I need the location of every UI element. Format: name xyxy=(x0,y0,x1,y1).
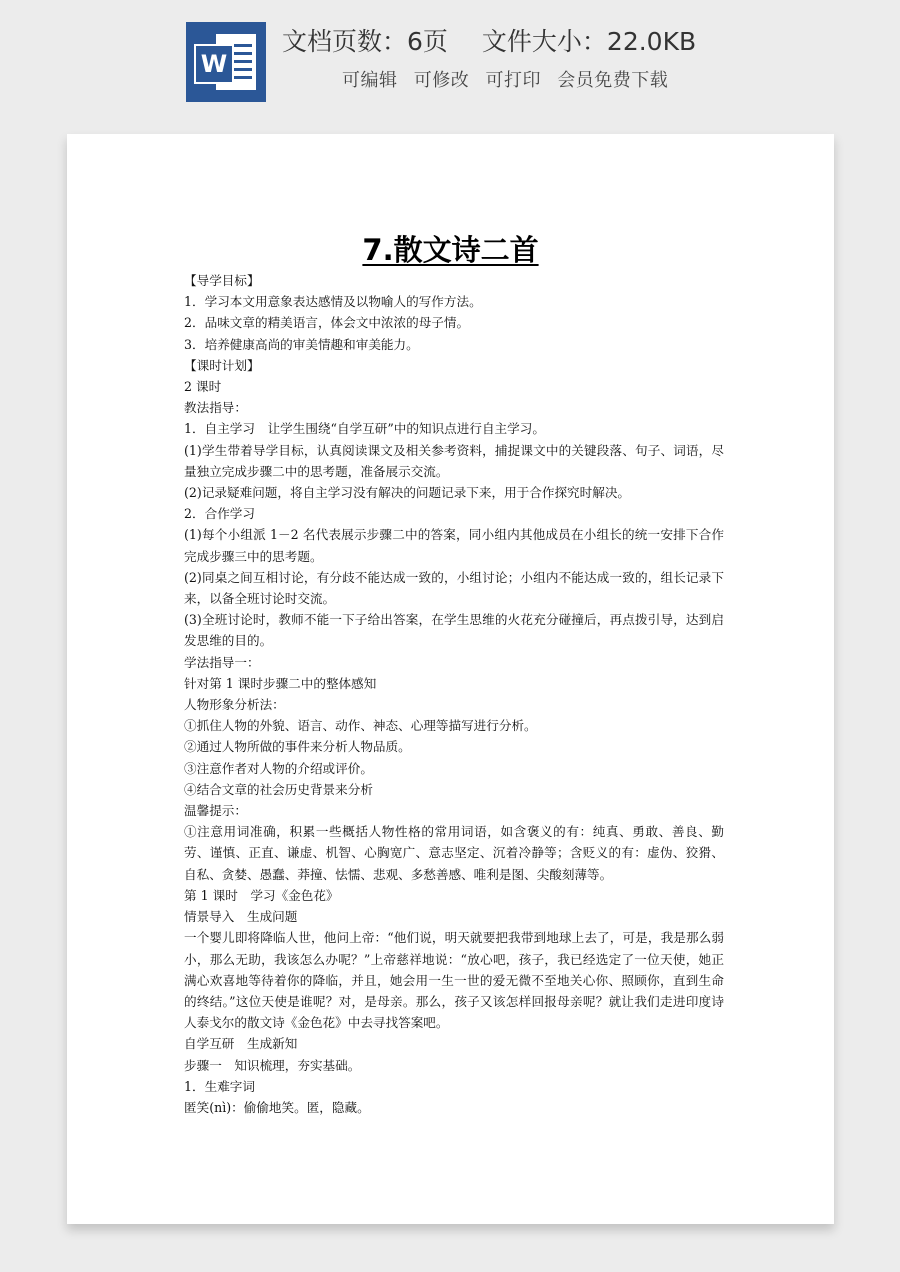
body-paragraph: 学法指导一： xyxy=(184,654,260,670)
body-paragraph: 温馨提示： xyxy=(184,803,247,819)
word-document-icon xyxy=(186,22,266,102)
body-paragraph: 自学互研 生成新知 xyxy=(184,1036,298,1052)
document-body xyxy=(184,270,724,1118)
body-paragraph: (3)全班讨论时，教师不能一下子给出答案，在学生思维的火花充分碰撞后，再点拨引导，达到启发思维的目的。 xyxy=(184,612,724,649)
body-paragraph: 1．学习本文用意象表达感情及以物喻人的写作方法。 xyxy=(184,294,482,310)
file-info xyxy=(282,22,696,58)
body-paragraph: 2．品味文章的精美语言，体会文中浓浓的母子情。 xyxy=(184,315,470,331)
feature-printable: 可打印 xyxy=(485,70,541,91)
body-paragraph: (1)学生带着导学目标，认真阅读课文及相关参考资料，捕捉课文中的关键段落、句子、词语，尽量独立完成步骤二中的思考题，准备展示交流。 xyxy=(184,442,724,479)
download-banner xyxy=(0,0,900,118)
body-paragraph: 3．培养健康高尚的审美情趣和审美能力。 xyxy=(184,336,419,352)
file-size: 文件大小：22.0KB xyxy=(481,27,697,56)
body-paragraph: 1．生难字词 xyxy=(184,1078,255,1094)
word-icon-letter: W xyxy=(194,44,234,84)
body-paragraph: (1)每个小组派 1－2 名代表展示步骤二中的答案，同小组内其他成员在小组长的统一安排下合作完成步骤三中的思考题。 xyxy=(184,527,724,564)
document-page xyxy=(67,134,834,1224)
body-paragraph: 2．合作学习 xyxy=(184,506,255,522)
feature-modifiable: 可修改 xyxy=(413,70,470,91)
body-paragraph: 【导学目标】 xyxy=(184,273,260,288)
body-paragraph: 针对第 1 课时步骤二中的整体感知 xyxy=(184,675,377,691)
body-paragraph: 2 课时 xyxy=(184,379,222,395)
body-paragraph: ①抓住人物的外貌、语言、动作、神态、心理等描写进行分析。 xyxy=(184,718,537,734)
body-paragraph: 【课时计划】 xyxy=(184,357,260,373)
body-paragraph: 匿笑(nì)：偷偷地笑。匿，隐藏。 xyxy=(184,1099,370,1115)
body-paragraph: ③注意作者对人物的介绍或评价。 xyxy=(184,760,373,776)
body-paragraph: 人物形象分析法： xyxy=(184,697,285,713)
body-paragraph: (2)同桌之间互相讨论，有分歧不能达成一致的，小组讨论；小组内不能达成一致的，组长记录下来，以备全班讨论时交流。 xyxy=(184,569,724,607)
body-paragraph: 情景导入 生成问题 xyxy=(184,909,298,925)
body-paragraph: ④结合文章的社会历史背景来分析 xyxy=(184,781,373,797)
document-title: 7.散文诗二首 xyxy=(362,233,539,267)
body-paragraph: 教法指导： xyxy=(184,400,247,416)
page-count: 文档页数：6页 xyxy=(282,27,448,56)
body-paragraph: 步骤一 知识梳理，夯实基础。 xyxy=(184,1057,361,1073)
body-paragraph: ①注意用词准确，积累一些概括人物性格的常用词语，如含褒义的有：纯真、勇敢、善良、勤劳、谨慎、正直、谦虚、机智、心胸宽广、意志坚定、沉着冷静等；含贬义的有：虚伪、狡猾、自私、贪婪、愚蠢、莽撞、怯懦、悲观、多愁善感、唯利是图、尖酸刻薄等。 xyxy=(184,824,724,882)
body-paragraph: ②通过人物所做的事件来分析人物品质。 xyxy=(184,739,411,755)
body-paragraph: (2)记录疑难问题，将自主学习没有解决的问题记录下来，用于合作探究时解决。 xyxy=(184,485,631,501)
feature-list xyxy=(342,66,678,92)
feature-editable: 可编辑 xyxy=(342,70,398,91)
feature-member-download: 会员免费下载 xyxy=(557,70,669,91)
body-paragraph: 1．自主学习 让学生围绕“自学互研”中的知识点进行自主学习。 xyxy=(184,421,545,437)
body-paragraph: 第 1 课时 学习《金色花》 xyxy=(184,887,339,903)
body-paragraph: 一个婴儿即将降临人世，他问上帝：“他们说，明天就要把我带到地球上去了，可是，我是那么弱小，那么无助，我该怎么办呢？”上帝慈祥地说：“放心吧，孩子，我已经选定了一位天使，她正满心欢喜地等待着你的降临，并且，她会用一生一世的爱无微不至地关心你、照顾你，直到生命的终结。”这位天使是谁呢？对，是母亲。那么，孩子又该怎样回报母亲呢？就让我们走进印度诗人泰戈尔的散文诗《金色花》中去寻找答案吧。 xyxy=(184,930,724,1031)
